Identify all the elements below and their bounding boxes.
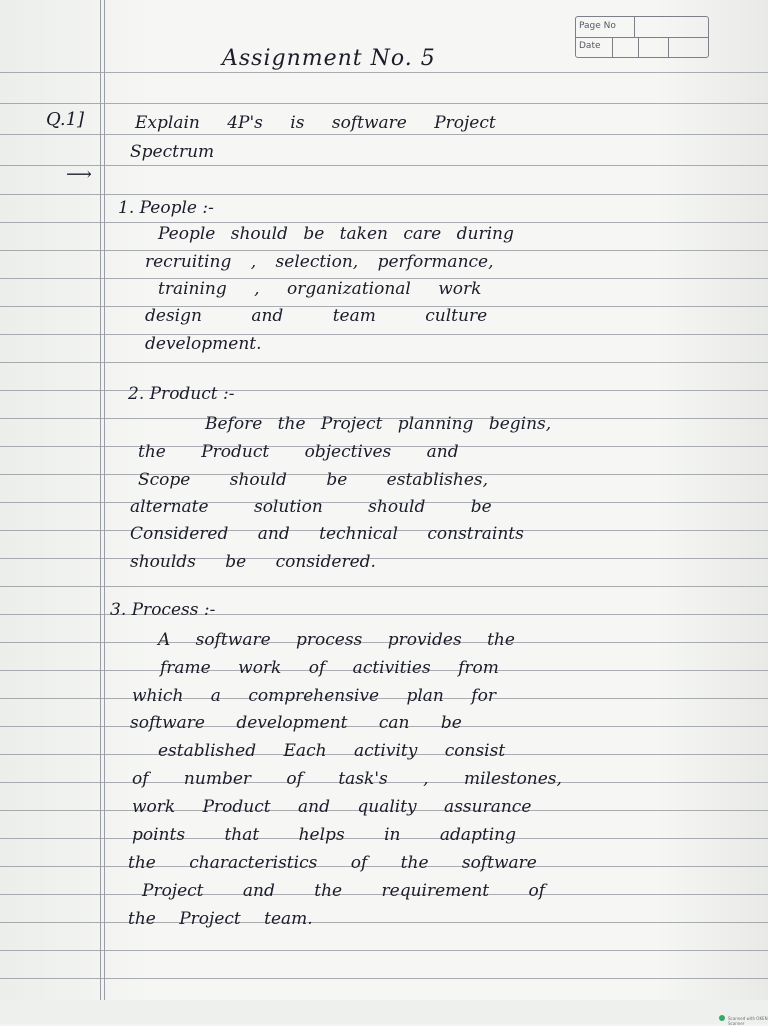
section-line: points that helps in adapting	[132, 825, 516, 845]
ruled-line	[0, 978, 768, 979]
ruled-line	[0, 222, 768, 223]
section-line: Considered and technical constraints	[130, 524, 524, 544]
scanner-watermark: Scanned with OKEN Scanner	[728, 1016, 768, 1026]
section-heading: 2. Product :-	[128, 384, 235, 404]
question-number: Q.1]	[46, 109, 85, 130]
ruled-line	[0, 250, 768, 251]
ruled-line	[0, 558, 768, 559]
page-date-box	[575, 16, 709, 58]
ruled-line	[0, 390, 768, 391]
section-line: recruiting , selection, performance,	[145, 252, 494, 272]
ruled-line	[0, 103, 768, 104]
section-line: A software process provides the	[158, 630, 515, 650]
section-line: the Product objectives and	[138, 442, 459, 462]
section-heading: 1. People :-	[118, 198, 214, 218]
section-line: work Product and quality assurance	[132, 797, 532, 817]
margin-line	[104, 0, 105, 1000]
section-line: shoulds be considered.	[130, 552, 376, 572]
section-line: software development can be	[130, 713, 462, 733]
section-heading: 3. Process :-	[110, 600, 216, 620]
arrow-icon: ⟶	[66, 164, 92, 185]
section-line: Before the Project planning begins,	[205, 414, 552, 434]
ruled-line	[0, 362, 768, 363]
margin-line	[100, 0, 101, 1000]
section-line: of number of task's , milestones,	[132, 769, 562, 789]
ruled-line	[0, 134, 768, 135]
section-line: training , organizational work	[158, 279, 482, 299]
ruled-line	[0, 922, 768, 923]
ruled-line	[0, 950, 768, 951]
ruled-line	[0, 586, 768, 587]
ruled-line	[0, 165, 768, 166]
section-line: the Project team.	[128, 909, 313, 929]
question-line: Spectrum	[130, 142, 215, 162]
page-no-label: Page No	[579, 21, 616, 31]
ruled-line	[0, 194, 768, 195]
section-line: Project and the requirement of	[142, 881, 546, 901]
scanner-logo-icon	[719, 1015, 725, 1021]
page-title: Assignment No. 5	[222, 46, 436, 71]
section-line: the characteristics of the software	[128, 853, 537, 873]
section-line: which a comprehensive plan for	[132, 686, 496, 706]
section-line: development.	[145, 334, 262, 354]
page-bottom-edge	[0, 1000, 768, 1024]
section-line: alternate solution should be	[130, 497, 492, 517]
ruled-line	[0, 72, 768, 73]
section-line: People should be taken care during	[158, 224, 514, 244]
question-line: Explain 4P's is software Project	[135, 113, 496, 133]
section-line: design and team culture	[145, 306, 488, 326]
section-line: Scope should be establishes,	[138, 470, 489, 490]
section-line: established Each activity consist	[158, 741, 506, 761]
ruled-line	[0, 334, 768, 335]
date-label: Date	[579, 41, 601, 51]
section-line: frame work of activities from	[160, 658, 499, 678]
